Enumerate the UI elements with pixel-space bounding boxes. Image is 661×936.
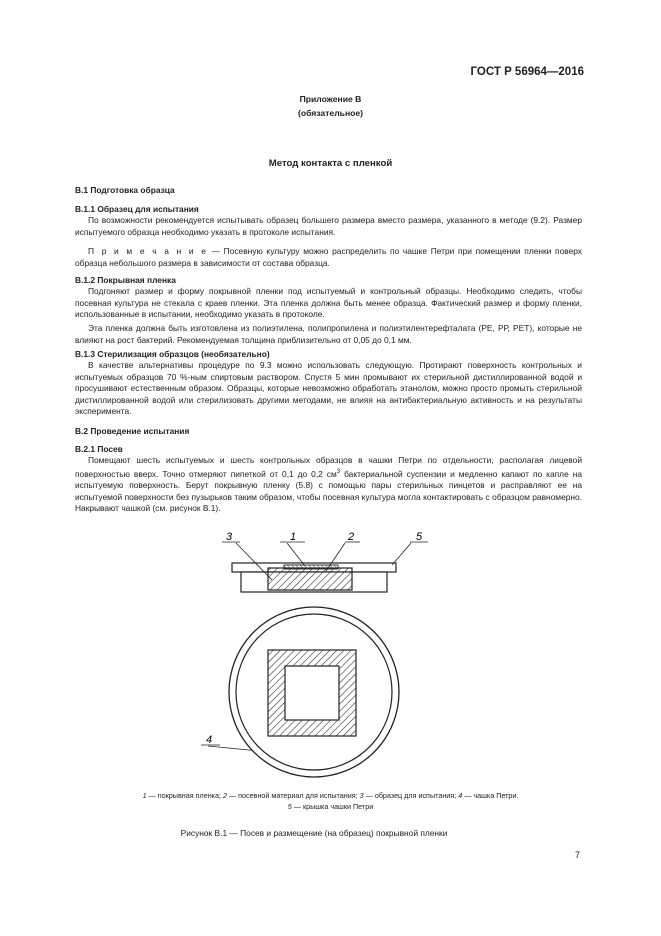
superscript-3: 3 — [336, 468, 341, 475]
note-label: П р и м е ч а н и е — [88, 246, 208, 256]
callout-2: 2 — [348, 531, 355, 543]
paragraph-b12-2: Эта пленка должна быть изготовлена из полиэтилена, полипропилена и полиэтилентерефталата (РЕ, РР, РЕТ), которые не влияют на рост бактерий. Рекомендуемая толщина приблизительно от 0,05 до 0,1 мм. — [75, 323, 582, 345]
legend-num-3: 3 — [359, 791, 364, 800]
paragraph-b21-part2: бактериальной суспензии и медленно капают по капле на испытуемую поверхность. Берут покрывную пленку (5.8) с помощью пары стерильных пинцетов и расправляют ее на испытуемой поверхности без пузырьков таким образом, чтобы посевная культура могла контактировать с образцом равномерно. Накрывают чашкой (см. рисунок В.1). — [75, 468, 582, 514]
heading-b13: В.1.3 Стерилизация образцов (необязательно) — [75, 349, 270, 359]
legend-text-1: — покрывная пленка; — [146, 791, 223, 800]
legend-num-1: 1 — [142, 791, 147, 800]
figure-caption: Рисунок В.1 — Посев и размещение (на образец) покрывной пленки — [180, 828, 448, 838]
side-view — [232, 563, 396, 592]
legend-num-2: 2 — [222, 791, 227, 800]
legend-text-3: — образец для испытания; — [363, 791, 459, 800]
figure-petri-dish — [0, 520, 661, 780]
figure-legend-line2 — [40, 801, 621, 812]
legend-text-4: — чашка Петри. — [462, 791, 519, 800]
callout-5: 5 — [416, 531, 423, 543]
callout-1: 1 — [290, 531, 297, 543]
heading-b1: В.1 Подготовка образца — [75, 185, 175, 195]
callout-4: 4 — [206, 734, 213, 746]
heading-b11: В.1.1 Образец для испытания — [75, 204, 199, 214]
annex-title: Приложение В — [299, 94, 362, 104]
heading-b21: В.2.1 Посев — [75, 444, 123, 454]
paragraph-b13: В качестве альтернативы процедуре по 9.3 можно использовать следующую. Протирают поверхность контрольных и испытуемых образцов 70 %-ным спиртовым раствором. Спустя 5 мин промывают их стерильной дистиллированной водой и просушивают естественным образом. Образцы, которые невозможно обработать этанолом, можно просто промыть стерильной дистиллированной водой или стерилизовать другими методами, не влияя на антибактериальную активность и на результаты эксперимента. — [75, 360, 582, 417]
paragraph-b12-1: Подгоняют размер и форму покрывной пленки под испытуемый и контрольный образцы. Необходимо следить, чтобы посевная культура не стекала с краев пленки. Эта пленка должна быть менее образца. Фактический размер и форму пленки, использованные в испытании, необходимо указать в протоколе. — [75, 286, 582, 320]
page-number: 7 — [574, 850, 580, 860]
callout-3: 3 — [226, 531, 233, 543]
note-b11 — [75, 246, 582, 269]
section-title: Метод контакта с пленкой — [268, 158, 393, 169]
top-view — [229, 607, 399, 777]
heading-b12: В.1.2 Покрывная пленка — [75, 275, 176, 285]
legend-num-5: 5 — [287, 802, 292, 811]
figure-legend-line1 — [40, 790, 621, 801]
paragraph-b21-part1: Помещают шесть испытуемых и шесть контрольных образцов в чашки Петри по отдельности, располагая лицевой поверхностью вверх. Точно отмеряют пипеткой от 0,1 до 0,2 см — [75, 455, 582, 479]
note-text: — Посевную культуру можно распределить по чашке Петри при помещении пленки поверх образца небольшого размера в зависимости от состава образца. — [75, 246, 582, 268]
annex-status: (обязательное) — [297, 108, 364, 118]
legend-num-4: 4 — [458, 791, 463, 800]
heading-b2: В.2 Проведение испытания — [75, 426, 190, 436]
paragraph-b11: По возможности рекомендуется испытывать образец большего размера вместо размера, указанного в методе (9.2). Размер испытуемого образца необходимо указать в протоколе испытания. — [75, 215, 582, 237]
legend-text-2: — посевной материал для испытания; — [226, 791, 360, 800]
legend-text-5: — крышка чашки Петри — [291, 802, 374, 811]
standard-id: ГОСТ Р 56964—2016 — [470, 66, 584, 78]
paragraph-b21 — [75, 455, 582, 515]
